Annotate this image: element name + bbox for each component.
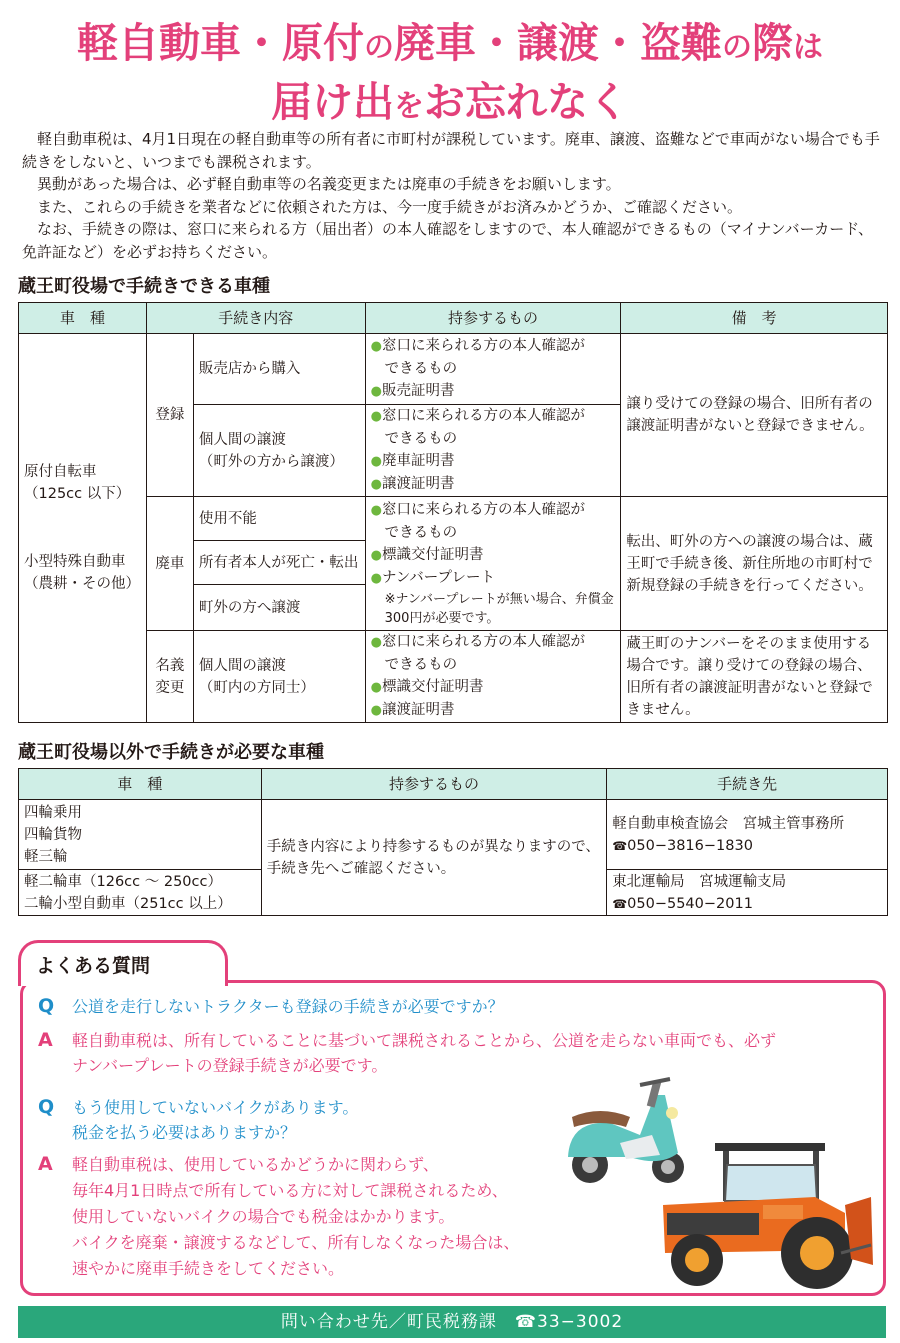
- procedure-cell: 所有者本人が死亡・転出: [193, 541, 365, 585]
- answer-text: 軽自動車税は、所有していることに基づいて課税されることから、公道を走らない車両でも、必ず: [72, 1031, 777, 1050]
- intro-paragraph: 軽自動車税は、4月1日現在の軽自動車等の所有者に市町村が課税しています。廃車、譲渡、盗難などで車両がない場合でも手続きをしないと、いつまでも課税されます。: [22, 130, 880, 171]
- destination-cell: [607, 800, 888, 870]
- vehicle-name: 軽三輪: [24, 848, 68, 865]
- intro-text: [22, 128, 884, 263]
- table-header: 手続き内容: [146, 303, 365, 334]
- vehicle-name: 四輪貨物: [24, 826, 82, 843]
- answer-text: ナンバープレートの登録手続きが必要です。: [72, 1056, 388, 1075]
- faq-title: よくある質問: [36, 955, 151, 977]
- item-text: 譲渡証明書: [381, 702, 455, 718]
- bullet-dot-icon: ●: [370, 384, 382, 399]
- item-text: できるもの: [384, 361, 458, 377]
- procedure-text: 個人間の譲渡: [198, 431, 286, 448]
- title-part: お忘れなく: [424, 78, 629, 126]
- question-mark: Q: [38, 995, 55, 1017]
- answer-text: 速やかに廃車手続きをしてください。: [72, 1259, 345, 1278]
- item-text: 窓口に来られる方の本人確認が: [381, 502, 585, 518]
- category-text: 変更: [155, 679, 185, 696]
- phone-number: 050−3816−1830: [627, 837, 753, 854]
- destination-cell: [607, 870, 888, 916]
- item-text: 標識交付証明書: [381, 547, 484, 563]
- vehicle-name: 原付自転車: [24, 464, 97, 480]
- item-text: 窓口に来られる方の本人確認が: [381, 634, 585, 650]
- destination-name: 東北運輸局 宮城運輸支局: [612, 873, 787, 890]
- remark-cell: 蔵王町のナンバーをそのまま使用する場合です。譲り受けての登録の場合、旧所有者の譲渡証明書がないと登録できません。: [621, 631, 888, 723]
- answer-text: 使用していないバイクの場合でも税金はかかります。: [72, 1207, 455, 1226]
- bullet-dot-icon: ●: [370, 703, 382, 718]
- title-part: を: [394, 89, 424, 124]
- remark-cell: 譲り受けての登録の場合、旧所有者の譲渡証明書がないと登録できません。: [621, 334, 888, 497]
- contact-footer: 問い合わせ先／町民税務課 ☎33−3002: [18, 1306, 886, 1338]
- procedure-text: （町外の方から譲渡）: [198, 453, 344, 470]
- bullet-dot-icon: ●: [370, 503, 382, 518]
- bullet-dot-icon: ●: [370, 571, 382, 586]
- procedure-cell: 町外の方へ譲渡: [193, 585, 365, 631]
- intro-paragraph: 異動があった場合は、必ず軽自動車等の名義変更または廃車の手続きをお願いします。: [37, 175, 621, 193]
- section-heading: 蔵王町役場以外で手続きが必要な車種: [18, 742, 324, 763]
- vehicle-cell: [19, 800, 262, 870]
- table-header: 車 種: [19, 303, 147, 334]
- tractor-illustration: [645, 1135, 875, 1300]
- bring-cell: 手続き内容により持参するものが異なりますので、手続き先へご確認ください。: [261, 800, 606, 916]
- procedure-cell: 販売店から購入: [193, 334, 365, 405]
- answer-text: 毎年4月1日時点で所有している方に対して課税されるため、: [72, 1181, 508, 1200]
- question-text: もう使用していないバイクがあります。: [72, 1098, 359, 1117]
- category-cell: [146, 631, 193, 723]
- title-part: は: [793, 30, 823, 65]
- bullet-dot-icon: ●: [370, 548, 382, 563]
- vehicle-cell: [19, 334, 147, 723]
- category-text: 名義: [155, 657, 185, 674]
- items-cell: [365, 334, 621, 405]
- vehicle-name: （125cc 以下）: [24, 486, 131, 502]
- item-text: 譲渡証明書: [381, 476, 455, 492]
- question-mark: Q: [38, 1096, 55, 1118]
- items-cell: [365, 405, 621, 497]
- category-cell: 登録: [146, 334, 193, 497]
- item-text: 標識交付証明書: [381, 679, 484, 695]
- bullet-dot-icon: ●: [370, 454, 382, 469]
- answer-text: 軽自動車税は、使用しているかどうかに関わらず、: [72, 1155, 439, 1174]
- vehicle-name: 軽二輪車（126cc ～ 250cc）: [24, 873, 222, 890]
- phone-icon: ☎: [612, 896, 628, 911]
- title-part: の: [722, 30, 752, 65]
- page-title: [0, 18, 900, 136]
- bullet-dot-icon: ●: [370, 477, 382, 492]
- vehicle-cell: [19, 870, 262, 916]
- vehicle-name: 小型特殊自動車: [24, 554, 126, 570]
- table-header: 車 種: [19, 769, 262, 800]
- title-part: 軽自動車・原付: [77, 19, 364, 67]
- item-text: できるもの: [384, 525, 458, 541]
- item-text: できるもの: [384, 657, 458, 673]
- item-text: ナンバープレート: [381, 570, 495, 586]
- answer-mark: A: [38, 1153, 53, 1175]
- vehicle-name: （農耕・その他）: [24, 576, 140, 592]
- destination-name: 軽自動車検査協会 宮城主管事務所: [612, 815, 845, 832]
- answer-mark: A: [38, 1029, 53, 1051]
- table-header: 持参するもの: [365, 303, 621, 334]
- phone-number: 050−5540−2011: [627, 895, 753, 912]
- bullet-dot-icon: ●: [370, 635, 382, 650]
- item-note: ※ナンバープレートが無い場合、弁償金300円が必要です。: [384, 592, 614, 626]
- bullet-dot-icon: ●: [370, 409, 382, 424]
- remark-cell: 転出、町外の方への譲渡の場合は、蔵王町で手続き後、新住所地の市町村で新規登録の手続きを行ってください。: [621, 497, 888, 631]
- title-part: の: [364, 30, 394, 65]
- procedure-text: 個人間の譲渡: [198, 657, 286, 674]
- question-text: 公道を走行しないトラクターも登録の手続きが必要ですか？: [72, 997, 504, 1016]
- bullet-dot-icon: ●: [370, 339, 382, 354]
- phone-icon: ☎: [612, 838, 628, 853]
- vehicle-table-town: [18, 302, 888, 723]
- table-header: 持参するもの: [261, 769, 606, 800]
- intro-paragraph: また、これらの手続きを業者などに依頼された方は、今一度手続きがお済みかどうか、ご確認ください。: [37, 197, 743, 216]
- question-text: 税金を払う必要はありますか？: [72, 1123, 297, 1142]
- title-part: 際: [752, 19, 793, 67]
- bullet-dot-icon: ●: [370, 680, 382, 695]
- title-part: 廃車・譲渡・盗難: [394, 19, 722, 67]
- vehicle-name: 四輪乗用: [24, 804, 82, 821]
- item-text: 廃車証明書: [381, 453, 455, 469]
- intro-paragraph: なお、手続きの際は、窓口に来られる方（届出者）の本人確認をしますので、本人確認ができるもの（マイナンバーカード、免許証など）を必ずお持ちください。: [22, 220, 873, 261]
- procedure-cell: [193, 405, 365, 497]
- items-cell: [365, 497, 621, 631]
- procedure-text: （町内の方同士）: [198, 679, 315, 696]
- procedure-cell: [193, 631, 365, 723]
- section-heading: 蔵王町役場で手続きできる車種: [18, 276, 270, 297]
- procedure-cell: 使用不能: [193, 497, 365, 541]
- answer-text: バイクを廃棄・譲渡するなどして、所有しなくなった場合は、: [72, 1233, 520, 1252]
- vehicle-table-external: [18, 768, 888, 916]
- item-text: 窓口に来られる方の本人確認が: [381, 408, 585, 424]
- item-text: 窓口に来られる方の本人確認が: [381, 338, 585, 354]
- title-part: 届け出: [271, 78, 394, 126]
- item-text: できるもの: [384, 431, 458, 447]
- vehicle-name: 二輪小型自動車（251cc 以上）: [24, 895, 232, 912]
- items-cell: [365, 631, 621, 723]
- table-header: 備 考: [621, 303, 888, 334]
- table-header: 手続き先: [607, 769, 888, 800]
- category-cell: 廃車: [146, 497, 193, 631]
- item-text: 販売証明書: [381, 383, 455, 399]
